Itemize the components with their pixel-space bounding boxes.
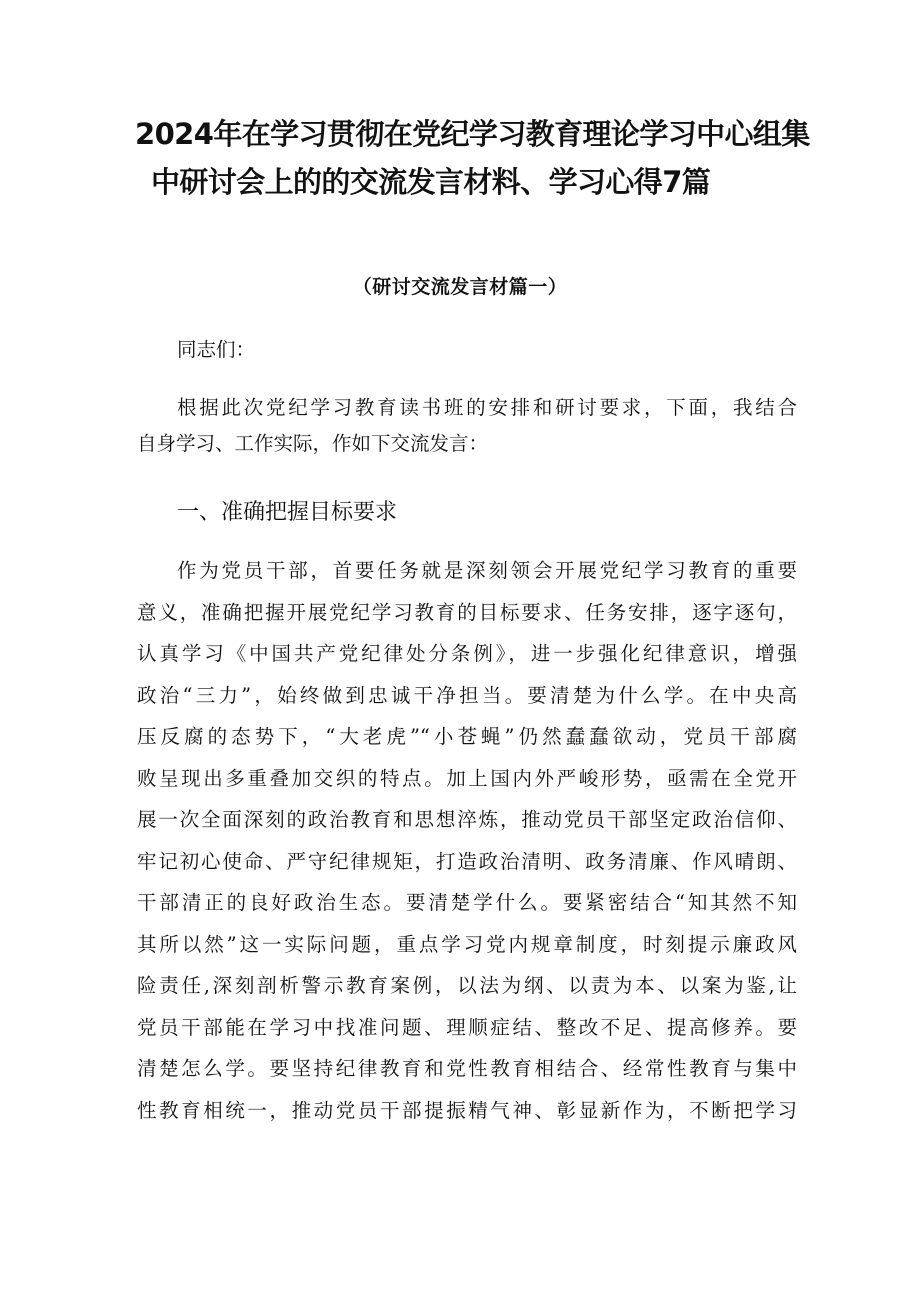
paragraph-line-6: 败呈现出多重叠加交织的特点。加上国内外严峻形势，亟需在全党开: [137, 766, 797, 790]
greeting-text: 同志们：: [177, 338, 256, 361]
paragraph-line-11: 险责任,深刻剖析警示教育案例，以法为纲、以责为本、以案为鉴,让: [137, 974, 797, 997]
paragraph-line-8: 牢记初心使命、严守纪律规矩，打造政治清明、政务清廉、作风晴朗、: [137, 849, 797, 873]
paragraph-line-2: 意义，准确把握开展党纪学习教育的目标要求、任务安排，逐字逐句，: [137, 600, 797, 624]
paragraph-line-7: 展一次全面深刻的政治教育和思想淬炼，推动党员干部坚定政治信仰、: [137, 808, 797, 831]
body-paragraph: [137, 550, 797, 1131]
paragraph-line-13: 清楚怎么学。要坚持纪律教育和党性教育相结合、经常性教育与集中: [137, 1057, 797, 1080]
title-line-1: 2024年在学习贯彻在党纪学习教育理论学习中心组集: [135, 117, 810, 151]
paragraph-line-9: 干部清正的良好政治生态。要清楚学什么。要紧密结合“知其然不知: [137, 891, 797, 914]
paragraph-line-10: 其所以然”这一实际问题，重点学习党内规章制度，时刻提示廉政风: [137, 932, 797, 956]
intro-line-2: 自身学习、工作实际，作如下交流发言：: [137, 432, 489, 455]
title-line-2: 中研讨会上的的交流发言材料、学习心得7篇: [151, 165, 711, 199]
paragraph-line-14: 性教育相统一，推动党员干部提振精气神、彰显新作为，不断把学习: [137, 1098, 797, 1122]
paragraph-line-3: 认真学习《中国共产党纪律处分条例》，进一步强化纪律意识，增强: [137, 642, 797, 665]
paragraph-line-1: 作为党员干部，首要任务就是深刻领会开展党纪学习教育的重要: [177, 559, 797, 582]
intro-line-1: 根据此次党纪学习教育读书班的安排和研讨要求，下面，我结合: [177, 396, 797, 419]
paragraph-line-5: 压反腐的态势下，“大老虎”“小苍蝇”仍然蠢蠢欲动，党员干部腐: [137, 725, 797, 748]
intro-paragraph: [137, 390, 797, 462]
section-heading: 一、准确把握目标要求: [177, 500, 398, 525]
paragraph-line-12: 党员干部能在学习中找准问题、理顺症结、整改不足、提高修养。要: [137, 1015, 797, 1039]
paragraph-line-4: 政治“三力”，始终做到忠诚干净担当。要清楚为什么学。在中央高: [137, 683, 797, 707]
greeting: [137, 332, 797, 368]
document-title: [135, 110, 810, 206]
section-subtitle: （研讨交流发言材篇一）: [352, 276, 568, 298]
